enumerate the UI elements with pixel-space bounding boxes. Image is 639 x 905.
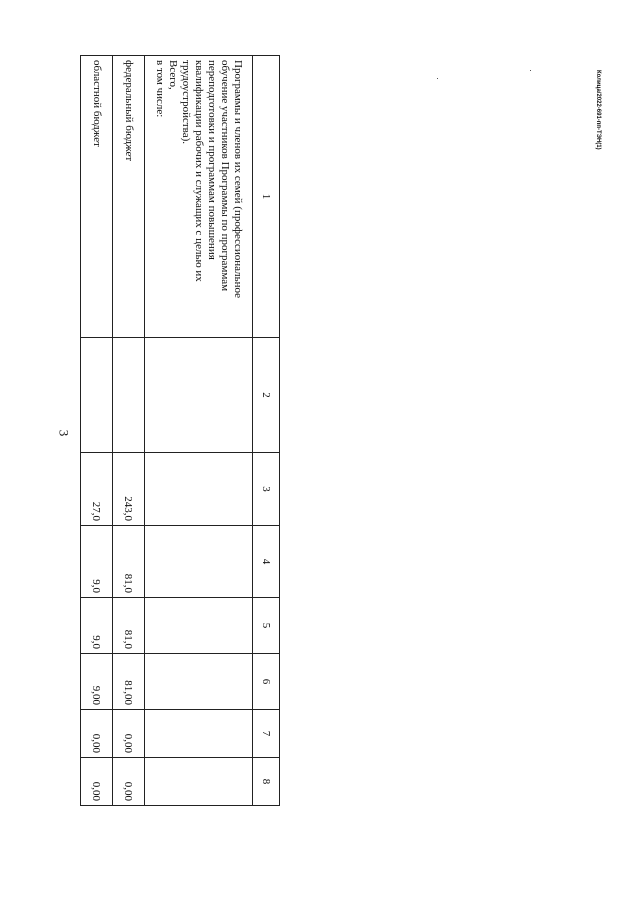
document-code: Колица/2022-691-пп-ТЭН(1) [595, 70, 601, 150]
budget-table [80, 55, 280, 806]
table-cell: 27,0 [81, 453, 113, 526]
table-cell [145, 338, 253, 453]
table-cell: 9,0 [81, 526, 113, 598]
table-row [81, 56, 113, 806]
column-header: 1 [253, 56, 280, 338]
table-cell: 9,0 [81, 598, 113, 654]
table-cell: 243,0 [113, 453, 145, 526]
label-line: переподготовки и программам повышения [206, 60, 218, 260]
table-cell: 9,00 [81, 654, 113, 710]
column-header: 4 [253, 526, 280, 598]
label-line: трудоустройства). [180, 60, 192, 145]
table-cell: 0,00 [113, 758, 145, 806]
table-cell: 0,00 [81, 710, 113, 758]
table-row [113, 56, 145, 806]
table-row [145, 56, 253, 806]
table-cell: 81,00 [113, 654, 145, 710]
label-line: Всего, [167, 60, 179, 90]
table-cell [145, 526, 253, 598]
row-label [81, 56, 113, 338]
table-cell [113, 338, 145, 453]
table-cell [145, 654, 253, 710]
column-header: 3 [253, 453, 280, 526]
label-line: областной бюджет [91, 60, 103, 147]
table-cell [81, 338, 113, 453]
column-header: 2 [253, 338, 280, 453]
table-cell [145, 598, 253, 654]
page-number: 3 [56, 429, 72, 437]
label-line: Программы и членов их семей (профессиональное [232, 60, 244, 299]
budget-table-container [84, 55, 280, 805]
column-header: 6 [253, 654, 280, 710]
column-header: 7 [253, 710, 280, 758]
header-row [253, 56, 280, 806]
label-line: обучение участников Программы по программам [219, 60, 231, 292]
row-label [113, 56, 145, 338]
table-cell: 81,0 [113, 598, 145, 654]
scan-speck [437, 78, 438, 79]
column-header: 5 [253, 598, 280, 654]
table-cell [145, 453, 253, 526]
table-cell: 0,00 [81, 758, 113, 806]
table-cell: 81,0 [113, 526, 145, 598]
table-cell [145, 710, 253, 758]
table-cell: 0,00 [113, 710, 145, 758]
table-cell [145, 758, 253, 806]
column-header: 8 [253, 758, 280, 806]
label-line: федеральный бюджет [123, 60, 135, 162]
label-line: квалификации рабочих и служащих с целью их [193, 60, 205, 282]
row-label [145, 56, 253, 338]
label-line: в том числе: [154, 60, 166, 118]
scan-speck [530, 70, 531, 71]
